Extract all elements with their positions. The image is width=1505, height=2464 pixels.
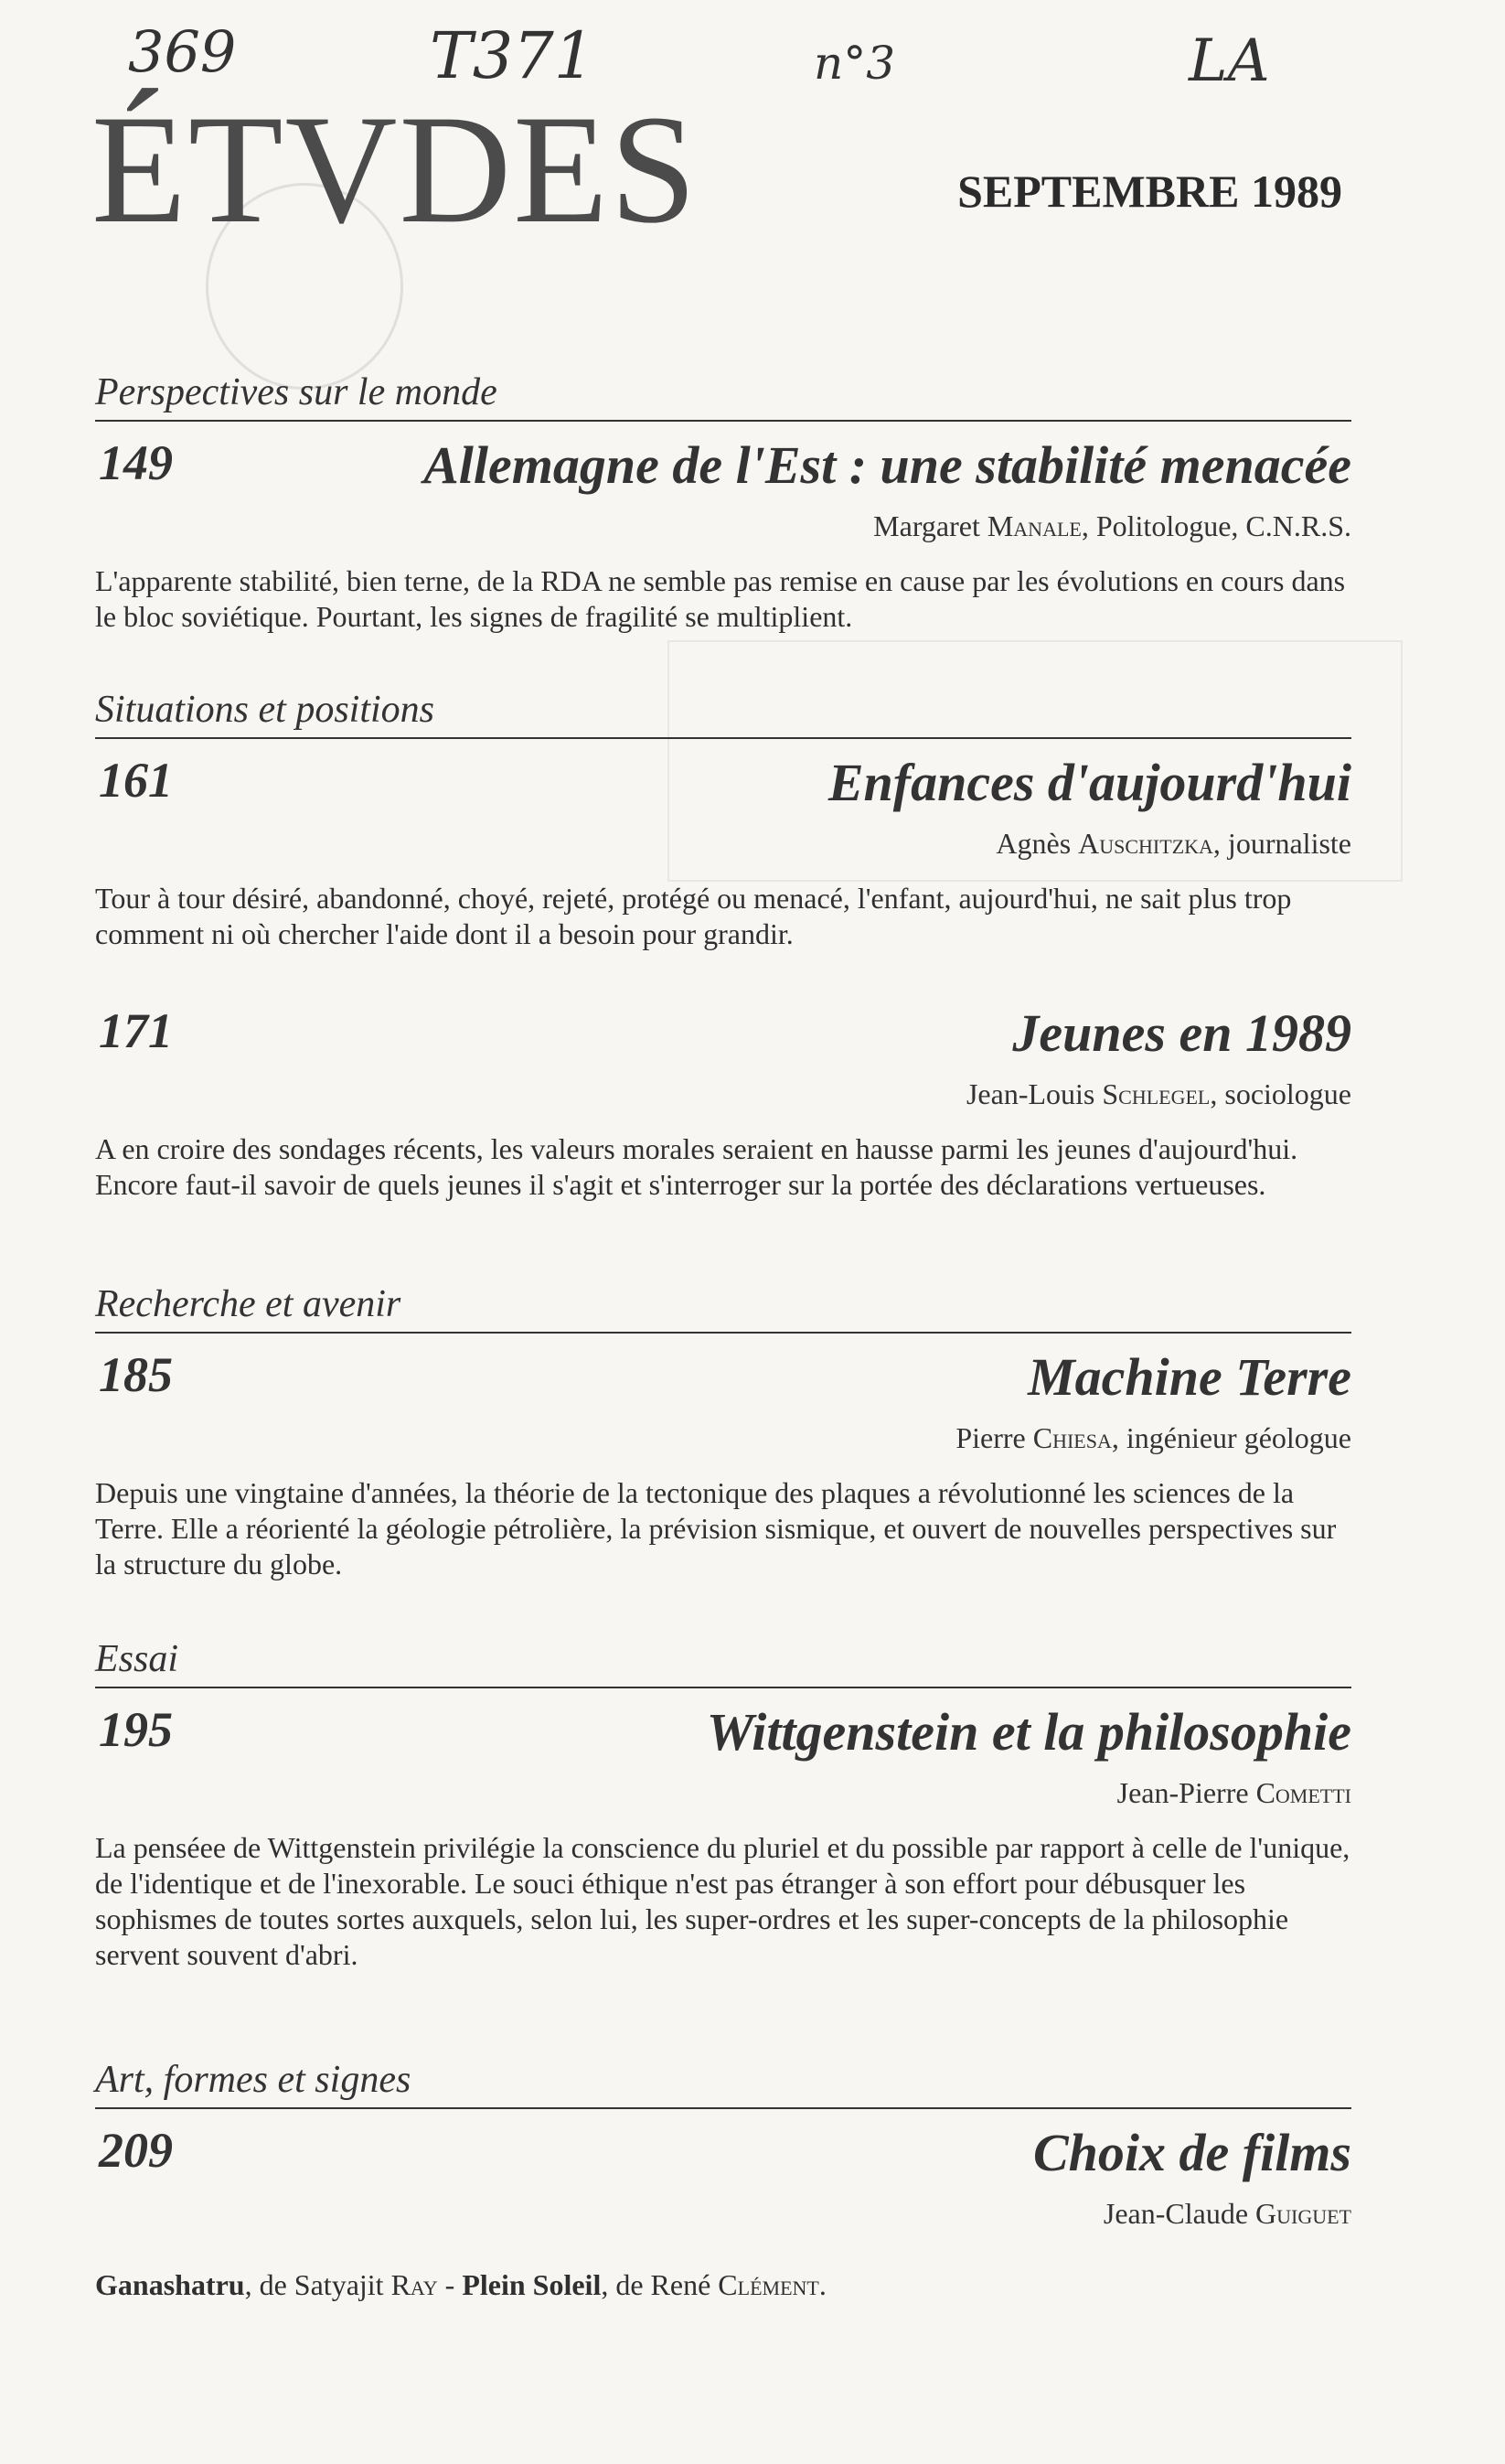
film-director: Ray xyxy=(390,2268,438,2301)
toc-entry xyxy=(95,2058,1351,2303)
byline xyxy=(95,1421,1351,1455)
handwritten-note: 369 xyxy=(128,18,237,85)
byline xyxy=(95,2197,1351,2231)
abstract: A en croire des sondages récents, les valeurs morales seraient en hausse parmi les jeunes d'aujourd'hui. Encore faut-il savoir de quels jeunes il s'agit et s'interroger sur la portée des déclarations vertueuses. xyxy=(95,1132,1298,1201)
page-number: 209 xyxy=(99,2123,173,2178)
film-end: . xyxy=(818,2268,827,2301)
article-title: Enfances d'aujourd'hui xyxy=(827,753,1351,812)
page-number: 161 xyxy=(99,753,173,808)
author-last: Guiguet xyxy=(1255,2197,1351,2230)
author-first: Jean-Pierre xyxy=(1116,1776,1249,1809)
page-number: 149 xyxy=(99,435,173,490)
author-last: Manale xyxy=(987,509,1082,542)
author-first: Margaret xyxy=(873,509,980,542)
author-last: Cometti xyxy=(1255,1776,1351,1809)
film-title: Ganashatru xyxy=(95,2268,245,2301)
film-credit-sep: , de René xyxy=(601,2268,719,2301)
toc-entry xyxy=(95,1282,1351,1582)
author-first: Jean-Claude xyxy=(1103,2197,1249,2230)
author-last: Chiesa xyxy=(1032,1421,1112,1454)
section-rubric: Art, formes et signes xyxy=(95,2058,1351,2109)
author-role: , journaliste xyxy=(1212,827,1351,860)
toc-entry xyxy=(95,370,1351,635)
article-title: Jeunes en 1989 xyxy=(1012,1003,1351,1063)
abstract: L'apparente stabilité, bien terne, de la RDA ne semble pas remise en cause par les évolutions en cours dans le bloc soviétique. Pourtant, les signes de fragilité se multiplient. xyxy=(95,564,1346,633)
abstract: La penséee de Wittgenstein privilégie la conscience du pluriel et du possible par rapport à celle de l'unique, de l'identique et de l'inexorable. Le souci éthique n'est pas étranger à son effort pour débusquer les sophismes de toutes sortes auxquels, selon lui, les super-ordres et les super-concepts de la philosophie servent souvent d'abri. xyxy=(95,1831,1350,1971)
films-list xyxy=(95,2267,1351,2303)
toc-entry xyxy=(95,990,1351,1203)
article-title: Wittgenstein et la philosophie xyxy=(706,1702,1351,1762)
film-credit-sep: , de Satyajit xyxy=(244,2268,391,2301)
abstract: Tour à tour désiré, abandonné, choyé, rejeté, protégé ou menacé, l'enfant, aujourd'hui, ne sait plus trop comment ni où chercher l'aide dont il a besoin pour grandir. xyxy=(95,882,1292,950)
author-role: , Politologue, C.N.R.S. xyxy=(1081,509,1351,542)
byline xyxy=(95,1077,1351,1111)
film-separator: - xyxy=(437,2268,463,2301)
byline xyxy=(95,827,1351,861)
film-director: Clément xyxy=(718,2268,819,2301)
section-rubric: Recherche et avenir xyxy=(95,1282,1351,1334)
author-last: Schlegel xyxy=(1102,1077,1211,1110)
page-number: 195 xyxy=(99,1702,173,1757)
author-first: Agnès xyxy=(996,827,1072,860)
article-title: Allemagne de l'Est : une stabilité menacée xyxy=(423,435,1351,495)
toc-entry xyxy=(95,1637,1351,1973)
author-last: Auschitzka xyxy=(1078,827,1213,860)
page-number: 171 xyxy=(99,1003,173,1058)
section-rubric: Situations et positions xyxy=(95,688,1351,739)
author-role: , ingénieur géologue xyxy=(1111,1421,1351,1454)
page-number: 185 xyxy=(99,1347,173,1402)
author-first: Pierre xyxy=(955,1421,1026,1454)
film-title: Plein Soleil xyxy=(462,2268,602,2301)
byline xyxy=(95,509,1351,543)
abstract: Depuis une vingtaine d'années, la théorie de la tectonique des plaques a révolutionné les sciences de la Terre. Elle a réorienté la géologie pétrolière, la prévision sismique, et ouvert de nouvelles perspectives sur la structure du globe. xyxy=(95,1476,1337,1580)
toc-entry xyxy=(95,688,1351,952)
journal-title: ÉTVDES xyxy=(91,83,699,255)
byline xyxy=(95,1776,1351,1810)
handwritten-number: n°3 xyxy=(814,37,896,90)
section-rubric: Perspectives sur le monde xyxy=(95,370,1351,422)
author-role: , sociologue xyxy=(1210,1077,1351,1110)
article-title: Machine Terre xyxy=(1028,1347,1351,1407)
article-title: Choix de films xyxy=(1032,2123,1351,2182)
issue-date: SEPTEMBRE 1989 xyxy=(957,166,1342,217)
section-rubric: Essai xyxy=(95,1637,1351,1688)
handwritten-initials: LA xyxy=(1189,27,1270,95)
author-first: Jean-Louis xyxy=(966,1077,1095,1110)
handwritten-shelfmark: T371 xyxy=(430,18,595,93)
